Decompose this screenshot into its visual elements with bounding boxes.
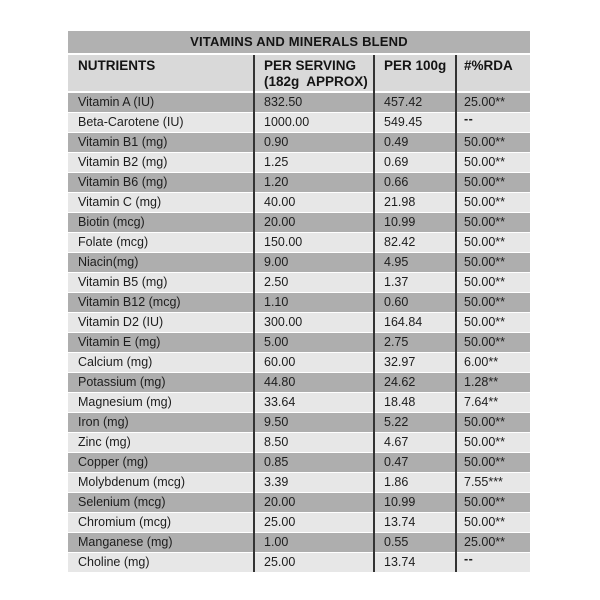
- rda-cell: 50.00**: [464, 195, 506, 209]
- table-row: [68, 273, 530, 292]
- per-serving-cell: 1.00: [264, 535, 289, 549]
- table-header-row: [68, 55, 530, 91]
- per-serving-cell: 1.25: [264, 155, 289, 169]
- table-row: [68, 133, 530, 152]
- column-header-per-100g: PER 100g: [384, 58, 447, 73]
- rda-cell: 7.64**: [464, 395, 499, 409]
- nutrient-cell: Zinc (mg): [78, 435, 131, 449]
- per-100g-cell: 4.95: [384, 255, 409, 269]
- nutrient-cell: Biotin (mcg): [78, 215, 145, 229]
- per-100g-cell: 457.42: [384, 95, 423, 109]
- per-100g-cell: 10.99: [384, 495, 416, 509]
- per-serving-cell: 5.00: [264, 335, 289, 349]
- table-body: [68, 93, 530, 572]
- per-serving-cell: 1.10: [264, 295, 289, 309]
- nutrient-cell: Beta-Carotene (IU): [78, 115, 184, 129]
- table-row: [68, 93, 530, 112]
- per-serving-cell: 9.00: [264, 255, 289, 269]
- per-serving-cell: 832.50: [264, 95, 303, 109]
- nutrient-cell: Magnesium (mg): [78, 395, 172, 409]
- rda-cell: 50.00**: [464, 295, 506, 309]
- nutrient-cell: Chromium (mcg): [78, 515, 172, 529]
- table-row: [68, 433, 530, 452]
- rda-cell: 50.00**: [464, 435, 506, 449]
- nutrient-cell: Vitamin B6 (mg): [78, 175, 168, 189]
- per-100g-cell: 0.49: [384, 135, 409, 149]
- per-100g-cell: 13.74: [384, 555, 416, 569]
- nutrient-cell: Calcium (mg): [78, 355, 153, 369]
- rda-cell: 1.28**: [464, 375, 499, 389]
- table-row: [68, 293, 530, 312]
- per-100g-cell: 21.98: [384, 195, 416, 209]
- per-serving-line2: (182g APPROX): [264, 74, 368, 89]
- rda-cell: 25.00**: [464, 535, 506, 549]
- rda-cell: 50.00**: [464, 455, 506, 469]
- table-row: [68, 113, 530, 132]
- table-row: [68, 413, 530, 432]
- per-100g-cell: 1.86: [384, 475, 409, 489]
- table-row: [68, 213, 530, 232]
- nutrient-cell: Vitamin D2 (IU): [78, 315, 164, 329]
- per-serving-cell: 44.80: [264, 375, 296, 389]
- rda-cell: --: [464, 113, 474, 126]
- table-row: [68, 353, 530, 372]
- rda-cell: 50.00**: [464, 495, 506, 509]
- nutrient-cell: Iron (mg): [78, 415, 129, 429]
- nutrient-cell: Manganese (mg): [78, 535, 173, 549]
- table-row: [68, 473, 530, 492]
- rda-cell: --: [464, 553, 474, 566]
- per-serving-cell: 25.00: [264, 515, 296, 529]
- per-serving-cell: 9.50: [264, 415, 289, 429]
- nutrient-cell: Vitamin A (IU): [78, 95, 155, 109]
- per-serving-cell: 60.00: [264, 355, 296, 369]
- per-serving-cell: 150.00: [264, 235, 303, 249]
- rda-cell: 50.00**: [464, 255, 506, 269]
- per-100g-cell: 0.66: [384, 175, 409, 189]
- rda-cell: 50.00**: [464, 235, 506, 249]
- nutrient-cell: Copper (mg): [78, 455, 149, 469]
- table-row: [68, 493, 530, 512]
- table-row: [68, 233, 530, 252]
- rda-cell: 50.00**: [464, 215, 506, 229]
- column-divider-2: [373, 55, 375, 572]
- nutrient-cell: Niacin(mg): [78, 255, 139, 269]
- per-serving-cell: 1.20: [264, 175, 289, 189]
- per-100g-cell: 82.42: [384, 235, 416, 249]
- per-100g-cell: 2.75: [384, 335, 409, 349]
- nutrient-cell: Vitamin B2 (mg): [78, 155, 168, 169]
- per-100g-cell: 5.22: [384, 415, 409, 429]
- per-100g-cell: 4.67: [384, 435, 409, 449]
- nutrient-cell: Molybdenum (mcg): [78, 475, 185, 489]
- per-100g-cell: 0.55: [384, 535, 409, 549]
- per-serving-cell: 40.00: [264, 195, 296, 209]
- column-header-nutrients: NUTRIENTS: [78, 58, 156, 73]
- per-100g-cell: 0.47: [384, 455, 409, 469]
- table-row: [68, 333, 530, 352]
- rda-cell: 50.00**: [464, 155, 506, 169]
- rda-cell: 7.55***: [464, 475, 503, 489]
- table-row: [68, 453, 530, 472]
- per-100g-cell: 0.69: [384, 155, 409, 169]
- per-serving-cell: 1000.00: [264, 115, 310, 129]
- per-serving-cell: 25.00: [264, 555, 296, 569]
- per-100g-cell: 24.62: [384, 375, 416, 389]
- nutrient-cell: Potassium (mg): [78, 375, 166, 389]
- per-serving-cell: 300.00: [264, 315, 303, 329]
- rda-cell: 50.00**: [464, 315, 506, 329]
- table-row: [68, 173, 530, 192]
- nutrient-cell: Vitamin B5 (mg): [78, 275, 168, 289]
- table-row: [68, 393, 530, 412]
- per-serving-cell: 0.85: [264, 455, 289, 469]
- rda-cell: 50.00**: [464, 175, 506, 189]
- per-serving-cell: 0.90: [264, 135, 289, 149]
- nutrient-cell: Selenium (mcg): [78, 495, 166, 509]
- nutrition-table: [68, 31, 530, 572]
- rda-cell: 25.00**: [464, 95, 506, 109]
- rda-cell: 50.00**: [464, 135, 506, 149]
- column-header-rda: #%RDA: [464, 58, 513, 73]
- rda-cell: 50.00**: [464, 415, 506, 429]
- per-serving-cell: 8.50: [264, 435, 289, 449]
- nutrient-cell: Folate (mcg): [78, 235, 149, 249]
- per-100g-cell: 549.45: [384, 115, 423, 129]
- table-row: [68, 553, 530, 572]
- per-100g-cell: 0.60: [384, 295, 409, 309]
- table-row: [68, 253, 530, 272]
- rda-cell: 50.00**: [464, 335, 506, 349]
- per-100g-cell: 164.84: [384, 315, 423, 329]
- nutrient-cell: Vitamin B12 (mcg): [78, 295, 181, 309]
- table-row: [68, 373, 530, 392]
- nutrient-cell: Choline (mg): [78, 555, 150, 569]
- nutrient-cell: Vitamin E (mg): [78, 335, 161, 349]
- per-serving-cell: 3.39: [264, 475, 289, 489]
- per-serving-line1: PER SERVING: [264, 58, 357, 73]
- table-row: [68, 153, 530, 172]
- column-divider-1: [253, 55, 255, 572]
- per-100g-cell: 13.74: [384, 515, 416, 529]
- nutrient-cell: Vitamin C (mg): [78, 195, 162, 209]
- table-row: [68, 513, 530, 532]
- table-row: [68, 313, 530, 332]
- per-serving-cell: 20.00: [264, 495, 296, 509]
- per-100g-cell: 10.99: [384, 215, 416, 229]
- per-serving-cell: 20.00: [264, 215, 296, 229]
- table-title: VITAMINS AND MINERALS BLEND: [68, 31, 530, 53]
- nutrient-cell: Vitamin B1 (mg): [78, 135, 168, 149]
- per-100g-cell: 18.48: [384, 395, 416, 409]
- per-serving-cell: 2.50: [264, 275, 289, 289]
- column-divider-3: [455, 55, 457, 572]
- table-row: [68, 533, 530, 552]
- per-100g-cell: 1.37: [384, 275, 409, 289]
- table-row: [68, 193, 530, 212]
- rda-cell: 6.00**: [464, 355, 499, 369]
- per-100g-cell: 32.97: [384, 355, 416, 369]
- rda-cell: 50.00**: [464, 275, 506, 289]
- rda-cell: 50.00**: [464, 515, 506, 529]
- column-header-per-serving: [253, 55, 373, 91]
- per-serving-cell: 33.64: [264, 395, 296, 409]
